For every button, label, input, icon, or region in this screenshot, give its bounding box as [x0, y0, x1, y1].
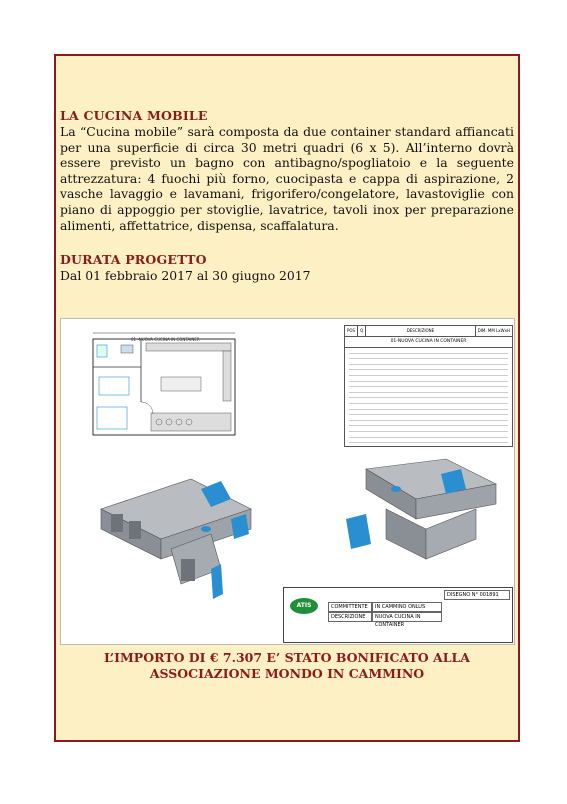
kitchen-drawing — [60, 318, 515, 645]
document-panel — [54, 54, 520, 742]
footer-line-2: ASSOCIAZIONE MONDO IN CAMMINO — [149, 666, 425, 681]
descrizione-value: NUOVA CUCINA IN CONTAINER — [372, 612, 442, 622]
col-dim: DIM. MM LxWxH — [477, 328, 510, 333]
col-pos: POS — [345, 326, 358, 336]
col-q: Q — [358, 326, 366, 336]
section-text-durata: Dal 01 febbraio 2017 al 30 giugno 2017 — [60, 268, 311, 283]
section-title-durata: DURATA PROGETTO — [60, 252, 207, 267]
section-text-cucina: La “Cucina mobile” sarà composta da due container standard affiancati per una superficie di circa 30 metri quadri (6 x 5). All’interno dovrà essere previsto un bagno con antibagno/spogliatoio e la seguente attrezzatura: 4 fuochi più forno, cuocipasta e cappa di aspirazione, 2 vasche lavaggio e lavamani, frigorifero/congelatore, lavastoviglie con piano di appoggio per stoviglie, lavatrice, tavoli inox per preparazione alimenti, affettatrice, dispensa, scaffalatura. — [60, 124, 514, 233]
committente-value: IN CAMMINO ONLUS — [372, 602, 442, 612]
table-row — [349, 438, 508, 444]
floor-plan — [91, 327, 241, 437]
equipment-table — [344, 325, 513, 447]
isometric-view-left — [81, 459, 261, 609]
atis-logo: ATIS — [290, 598, 318, 614]
section-title-cucina: LA CUCINA MOBILE — [60, 108, 208, 123]
table-header — [345, 326, 512, 337]
descrizione-label: DESCRIZIONE — [328, 612, 372, 622]
committente-label: COMMITTENTE — [328, 602, 372, 612]
table-title: 01-NUOVA CUCINA IN CONTAINER — [345, 337, 512, 348]
disegno-number: DISEGNO N° 001891 — [444, 590, 510, 600]
footer-line-1: L’IMPORTO DI € 7.307 E’ STATO BONIFICATO ALLA — [103, 650, 470, 665]
isometric-view-right — [326, 449, 501, 589]
title-block — [283, 587, 513, 643]
col-descrizione: DESCRIZIONE — [366, 326, 475, 336]
plan-title: 01 -NUOVA CUCINA IN CONTAINER — [131, 337, 200, 342]
